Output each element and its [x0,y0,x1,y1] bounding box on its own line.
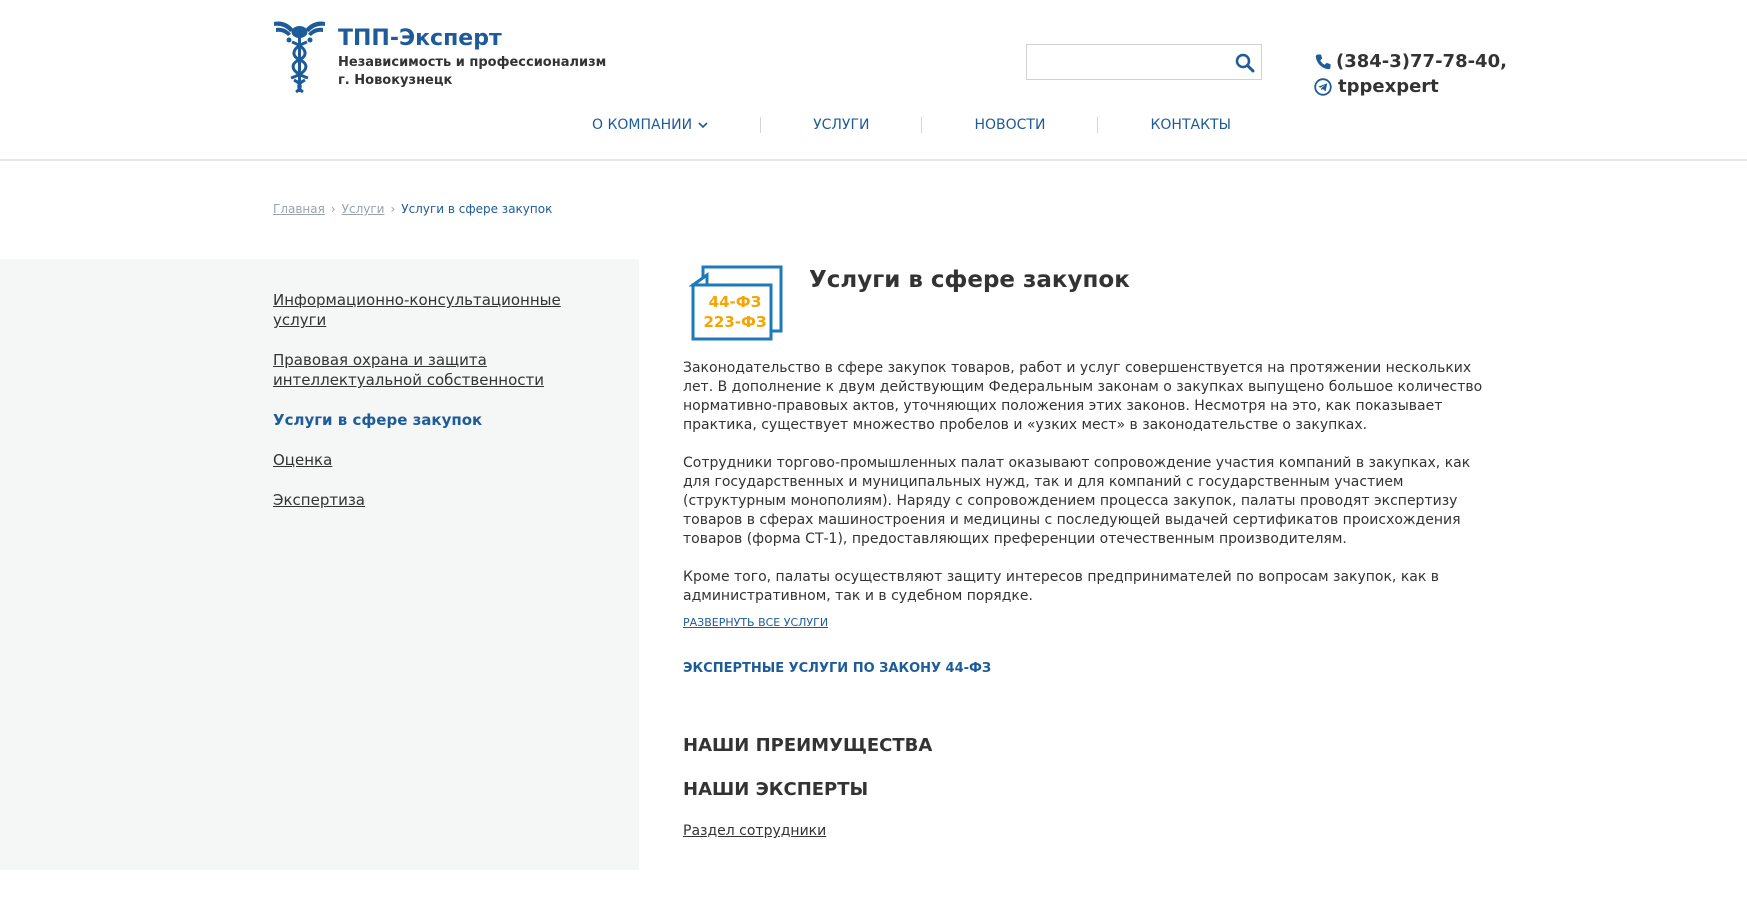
search-icon[interactable] [1235,53,1255,73]
site-header [0,0,1747,159]
nav-item-label: О КОМПАНИИ [592,117,693,133]
brand-city: г. Новокузнецк [338,73,453,88]
telegram-handle[interactable]: tppexpert [1338,76,1439,97]
experts-heading[interactable]: НАШИ ЭКСПЕРТЫ [683,779,869,800]
nav-item-services[interactable] [761,117,921,133]
icon-label-44fz: 44-ФЗ [708,293,762,311]
chevron-right-icon: › [390,202,396,216]
nav-item-label: УСЛУГИ [813,117,870,133]
search-input[interactable] [1033,49,1217,77]
phone-contact[interactable] [1314,51,1507,72]
nav-item-contacts[interactable] [1098,117,1282,133]
expand-all-services-link[interactable]: РАЗВЕРНУТЬ ВСЕ УСЛУГИ [683,616,829,629]
brand-title[interactable]: ТПП-Эксперт [338,26,502,51]
breadcrumb [273,202,552,216]
procurement-law-icon [689,265,789,341]
chevron-down-icon [698,121,708,129]
breadcrumb-current: Услуги в сфере закупок [401,202,553,216]
nav-item-label: НОВОСТИ [974,117,1046,133]
paragraph: Сотрудники торгово-промышленных палат оказывают сопровождение участия компаний в закупках, как для государственных и муниципальных нужд, так и для компаний с государственным участием (структурным монополиям). Наряду с сопровождением процесса закупок, палаты проводят экспертизу товаров в сферах машиностроения и медицины с последующей выдачей сертификатов происхождения товаров (форма СТ-1), предоставляющих преференции отечественным производителям. [683,455,1471,547]
caduceus-logo-icon[interactable] [272,18,327,96]
sidebar-item-appraisal[interactable]: Оценка [273,451,333,469]
staff-section-link[interactable]: Раздел сотрудники [683,823,827,839]
sidebar-item-ip-protection[interactable]: Правовая охрана и защита интеллектуальной собственности [273,351,544,389]
expert-services-44fz-link[interactable]: ЭКСПЕРТНЫЕ УСЛУГИ ПО ЗАКОНУ 44-ФЗ [683,661,992,676]
sidebar-menu [273,290,573,530]
nav-item-about[interactable] [540,117,760,133]
main-nav [540,112,1283,138]
header-divider [0,159,1747,161]
breadcrumb-home-link[interactable]: Главная [273,202,325,216]
phone-number[interactable]: (384-3)77-78-40, [1336,51,1507,72]
breadcrumb-services-link[interactable]: Услуги [341,202,385,216]
paragraph: Законодательство в сфере закупок товаров, работ и услуг совершенствуется на протяжении нескольких лет. В дополнение к двум действующим Федеральным законам о закупках выпущено большое количество нормативно-правовых актов, уточняющих положения этих законов. Несмотря на это, как показывает практика, существует множество пробелов и «узких мест» в законодательстве о закупках. [683,360,1483,433]
paragraph: Кроме того, палаты осуществляют защиту интересов предпринимателей по вопросам закупок, как в административном, так и в судебном порядке. [683,569,1440,604]
advantages-heading[interactable]: НАШИ ПРЕИМУЩЕСТВА [683,735,933,756]
sidebar [0,259,639,870]
telegram-icon [1314,78,1332,96]
sidebar-item-expertise[interactable]: Экспертиза [273,491,365,509]
nav-item-news[interactable] [922,117,1097,133]
icon-label-223fz: 223-ФЗ [703,313,767,331]
sidebar-item-consulting[interactable]: Информационно-консультационные услуги [273,291,561,329]
sidebar-item-procurement[interactable]: Услуги в сфере закупок [273,411,483,429]
page-title: Услуги в сфере закупок [809,267,1130,293]
brand-slogan: Независимость и профессионализм [338,55,607,70]
nav-item-label: КОНТАКТЫ [1150,117,1231,133]
phone-icon [1314,53,1332,71]
search-box [1026,44,1262,80]
telegram-contact[interactable] [1314,76,1439,97]
chevron-right-icon: › [330,202,336,216]
article-body [683,359,1483,625]
